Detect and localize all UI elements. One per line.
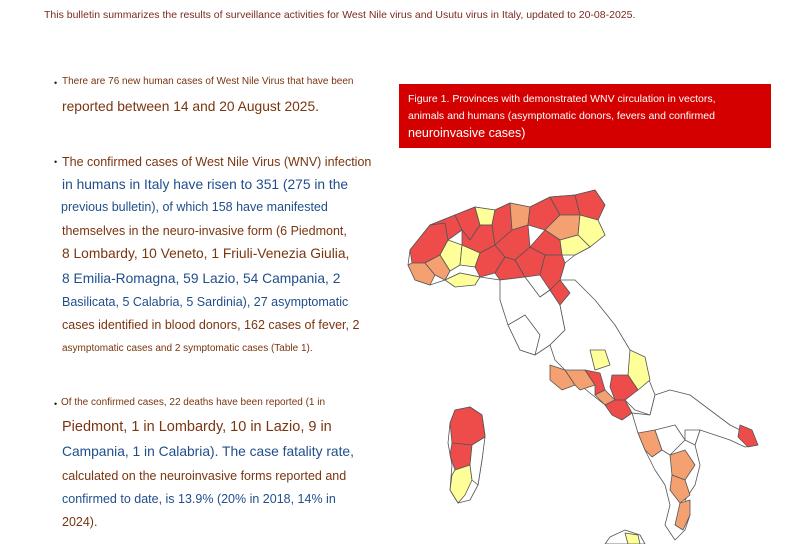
- italy-provinces-map: [400, 185, 765, 544]
- bullet-2-line-6: 8 Emilia-Romagna, 59 Lazio, 54 Campania, 2: [62, 271, 341, 286]
- figure-caption-line-1: Figure 1. Provinces with demonstrated WNV circulation in vectors,: [408, 93, 716, 105]
- figure-caption-line-2: animals and humans (asymptomatic donors, fevers and confirmed: [408, 110, 715, 122]
- bullet-2-line-9: asymptomatic cases and 2 symptomatic cases (Table 1).: [62, 343, 313, 354]
- bullet-2-line-3: previous bulletin), of which 158 have manifested: [61, 200, 328, 214]
- bullet-3-line-6: 2024).: [62, 515, 98, 529]
- bullet-2-line-7: Basilicata, 5 Calabria, 5 Sardinia), 27 asymptomatic: [62, 295, 349, 309]
- figure-caption-line-3: neuroinvasive cases): [408, 126, 526, 140]
- bullet-2-line-8: cases identified in blood donors, 162 cases of fever, 2: [62, 318, 360, 332]
- bullet-3-line-4: calculated on the neuroinvasive forms reported and: [62, 469, 347, 483]
- bullet-marker: •: [54, 78, 58, 88]
- bullet-2-line-4: themselves in the neuro-invasive form (6 Piedmont,: [62, 224, 347, 238]
- bullet-2-line-5: 8 Lombardy, 10 Veneto, 1 Friuli-Venezia Giulia,: [62, 246, 350, 261]
- province-shape: [625, 533, 640, 544]
- bullet-2-line-2: in humans in Italy have risen to 351 (275 in the: [62, 177, 349, 192]
- bullet-3-line-5: confirmed to date, is 13.9% (20% in 2018, 14% in: [62, 492, 336, 506]
- bullet-2-line-1: The confirmed cases of West Nile Virus (WNV) infection: [62, 155, 372, 169]
- bullet-1-line-1: There are 76 new human cases of West Nile Virus that have been: [62, 76, 354, 87]
- intro-text: This bulletin summarizes the results of surveillance activities for West Nile virus and Usutu virus in Italy, updated to 20-08-2025.: [44, 9, 636, 21]
- bullet-marker: •: [54, 399, 58, 409]
- figure-caption: [399, 84, 771, 148]
- bullet-marker: •: [54, 157, 58, 167]
- bullet-3-line-3: Campania, 1 in Calabria). The case fatality rate,: [62, 444, 354, 459]
- bullet-1-line-2: reported between 14 and 20 August 2025.: [62, 99, 319, 114]
- province-shape: [450, 407, 485, 445]
- bullet-3-line-1: Of the confirmed cases, 22 deaths have been reported (1 in: [61, 397, 326, 408]
- bullet-3-line-2: Piedmont, 1 in Lombardy, 10 in Lazio, 9 in: [62, 419, 332, 435]
